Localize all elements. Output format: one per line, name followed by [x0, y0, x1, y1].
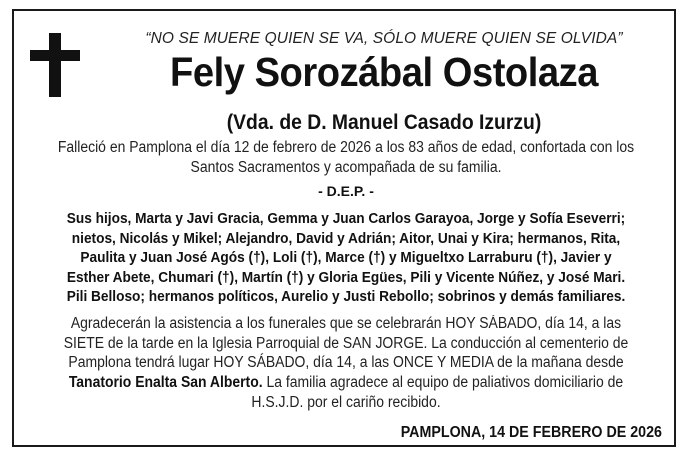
- funeral-line: Pamplona tendrá lugar HOY SÁBADO, día 14, a las ONCE Y MEDIA de la mañana desde: [68, 354, 624, 372]
- funeral-details: [54, 314, 637, 413]
- funeral-line: [54, 373, 637, 393]
- family-line: nietos, Nicolás y Mikel; Alejandro, David y Adrián; Aitor, Unai y Kira; hermanos, Rita,: [71, 229, 621, 247]
- rip-label: - D.E.P. -: [318, 183, 374, 199]
- funeral-line: H.S.J.D. por el cariño recibido.: [251, 393, 441, 411]
- widow-of: (Vda. de D. Manuel Casado Izurzu): [226, 111, 542, 134]
- family-line: Paulita y Juan José Agós (†), Loli (†), Marce (†) y Migueltxo Larraburu (†), Javier y: [80, 249, 612, 267]
- announcement-line: Santos Sacramentos y acompañada de su familia.: [190, 159, 502, 176]
- funeral-line-text: La familia agradece al equipo de paliativos domiciliario de: [262, 374, 624, 392]
- dateline: PAMPLONA, 14 DE FEBRERO DE 2026: [400, 424, 662, 441]
- family-list: [54, 209, 637, 307]
- funeral-home: Tanatorio Enalta San Alberto.: [68, 374, 263, 392]
- latin-cross-icon: [30, 33, 80, 97]
- epigraph: “NO SE MUERE QUIEN SE VA, SÓLO MUERE QUIEN SE OLVIDA”: [145, 30, 623, 47]
- death-announcement: [54, 138, 637, 178]
- family-line: Pili Belloso; hermanos políticos, Aurelio y Justi Rebollo; sobrinos y demás familiares.: [66, 288, 626, 306]
- announcement-line: Falleció en Pamplona el día 12 de febrero de 2026 a los 83 años de edad, confortada con los: [57, 139, 635, 156]
- deceased-name: Fely Sorozábal Ostolaza: [170, 49, 598, 95]
- family-line: Sus hijos, Marta y Javi Gracia, Gemma y Juan Carlos Garayoa, Jorge y Sofía Eseverri;: [66, 210, 626, 227]
- funeral-line: SIETE de la tarde en la Iglesia Parroquial de SAN JORGE. La conducción al cementerio de: [63, 334, 629, 352]
- family-line: Esther Abete, Chumari (†), Martín (†) y Gloria Egües, Pili y Vicente Núñez, y José Mari.: [66, 268, 626, 286]
- obituary-notice: [12, 9, 676, 447]
- funeral-line: Agradecerán la asistencia a los funerales que se celebrarán HOY SÁBADO, día 14, a las: [70, 315, 622, 332]
